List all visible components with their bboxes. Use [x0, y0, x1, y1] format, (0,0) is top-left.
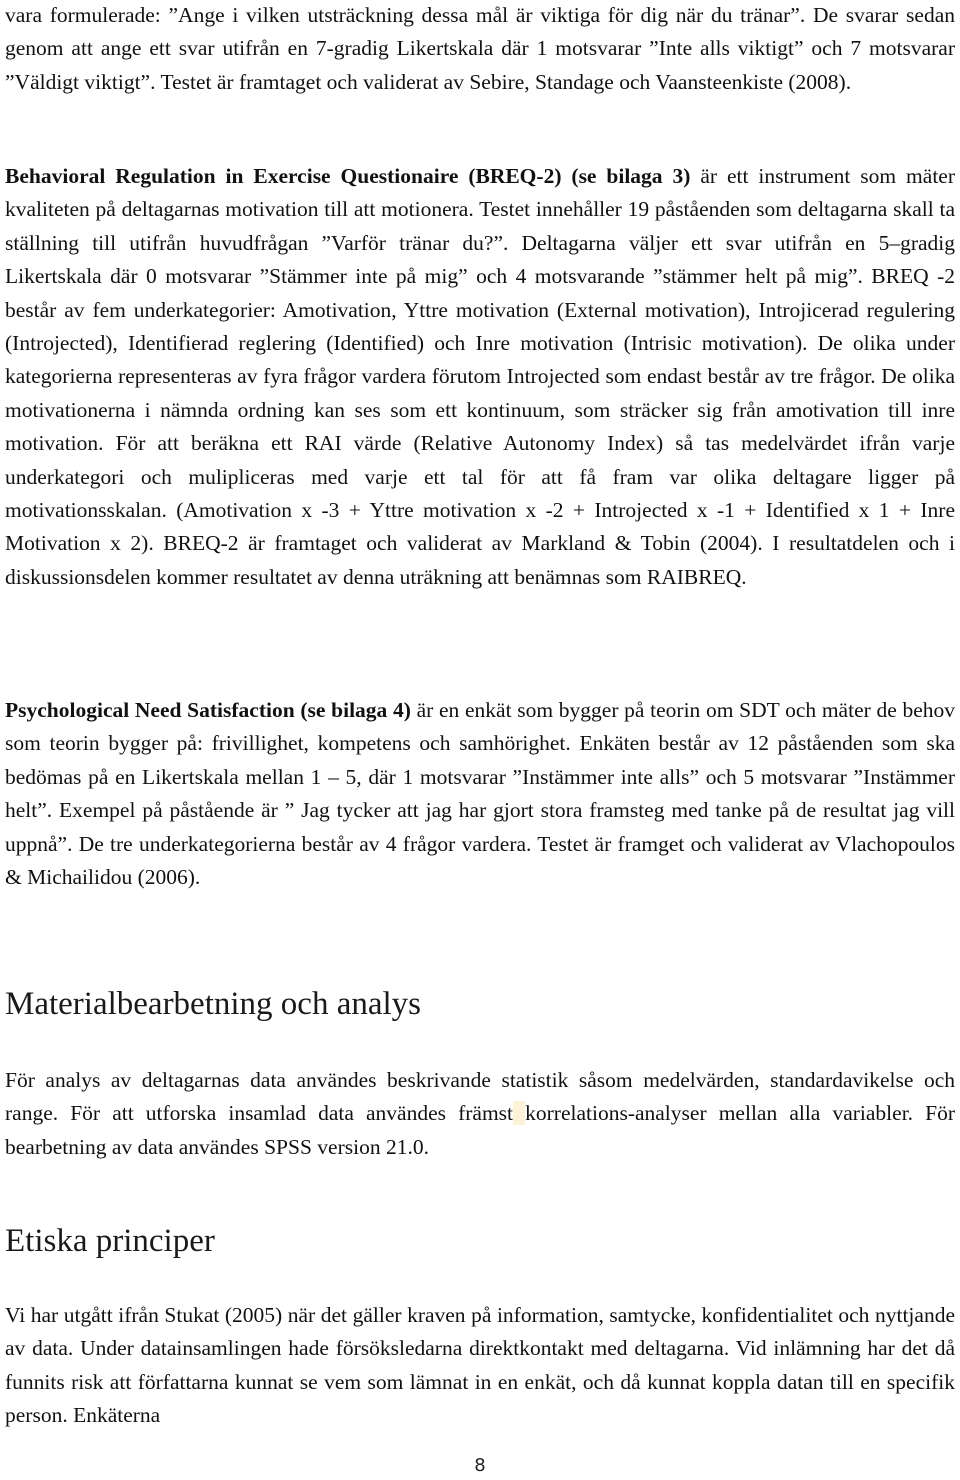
paragraph-text: vara formulerade: ”Ange i vilken utsträckning dessa mål är viktiga för dig när du tränar”. De svarar sedan genom att ange ett svar utifrån en 7-gradig Likertskala där 1 motsvarar ”Inte alls viktigt” och 7 motsvarar ”Väldigt viktigt”. Testet är framtaget och validerat av Sebire, Standage och Vaansteenkiste (2008). [5, 3, 955, 94]
paragraph-analysis [5, 1064, 955, 1164]
paragraph-text: är ett instrument som mäter kvaliteten på deltagarnas motivation till att motionera. Testet innehåller 19 påståenden som deltagarna skall ta ställning till utifrån huvudfrågan ”Varför tränar du?”. Deltagarna väljer ett svar utifrån en 5–gradig Likertskala där 0 motsvarar ”Stämmer inte på mig” och 4 motsvarande ”stämmer helt på mig”. BREQ -2 består av fem underkategorier: Amotivation, Yttre motivation (External motivation), Introjicerad regulering (Introjected), Identifierad reglering (Identified) och Inre motivation (Intrisic motivation). De olika under kategorierna representeras av fyra frågor vardera förutom Introjected som endast består av tre frågor. De olika motivationerna i nämnda ordning kan ses som ett kontinuum, som sträcker sig från amotivation till inre motivation. För att beräkna ett RAI värde (Relative Autonomy Index) så tas medelvärdet ifrån varje underkategori och mulipliceras med varje ett tal för att få fram var olika deltagare ligger på motivationsskalan. (Amotivation x -3 + Yttre motivation x -2 + Introjected x -1 + Identified x 1 + Inre Motivation x 2). BREQ-2 är framtaget och validerat av Markland & Tobin (2004). I resultatdelen och i diskussionsdelen kommer resultatet av denna uträkning att benämnas som RAIBREQ. [5, 164, 955, 589]
instrument-name-breq2: Behavioral Regulation in Exercise Questionaire (BREQ-2) (se bilaga 3) [5, 164, 691, 188]
paragraph-ethics [5, 1299, 955, 1433]
paragraph-breq2 [5, 160, 955, 594]
paragraph-text: korrelations-analyser mellan alla variabler. För bearbetning av data användes SPSS version 21.0. [5, 1101, 956, 1159]
heading-analysis: Materialbearbetning och analys [5, 986, 421, 1022]
paragraph-goal-content [5, 0, 955, 99]
paragraph-text: Vi har utgått ifrån Stukat (2005) när det gäller kraven på information, samtycke, konfidentialitet och nyttjande av data. Under datainsamlingen hade försöksledarna direktkontakt med deltagarna. Vid inlämning har det då funnits risk att författarna kunnat se vem som lämnat in en enkät, och då kunnat koppla datan till en specifik person. Enkäterna [5, 1303, 955, 1428]
instrument-name-pns: Psychological Need Satisfaction (se bilaga 4) [5, 698, 411, 722]
page-number: 8 [474, 1455, 486, 1476]
paragraph-psychological-need [5, 694, 955, 894]
heading-ethics: Etiska principer [5, 1223, 215, 1259]
paragraph-text: är en enkät som bygger på teorin om SDT och mäter de behov som teorin bygger på: frivillighet, kompetens och samhörighet. Enkäten består av 12 påståenden som ska bedömas på en Likertskala mellan 1 – 5, där 1 motsvarar ”Instämmer inte alls” och 5 motsvarar ”Instämmer helt”. Exempel på påstående är ” Jag tycker att jag har gjort stora framsteg med tanke på de resultat jag vill uppnå”. De tre underkategorierna består av 4 frågor vardera. Testet är framget och validerat av Vlachopoulos & Michailidou (2006). [5, 698, 956, 890]
text-highlight [513, 1101, 525, 1125]
paragraph-text: För analys av deltagarnas data användes beskrivande statistik såsom medelvärden, standardavikelse och range. För att utforska insamlad data användes främst [5, 1068, 955, 1126]
